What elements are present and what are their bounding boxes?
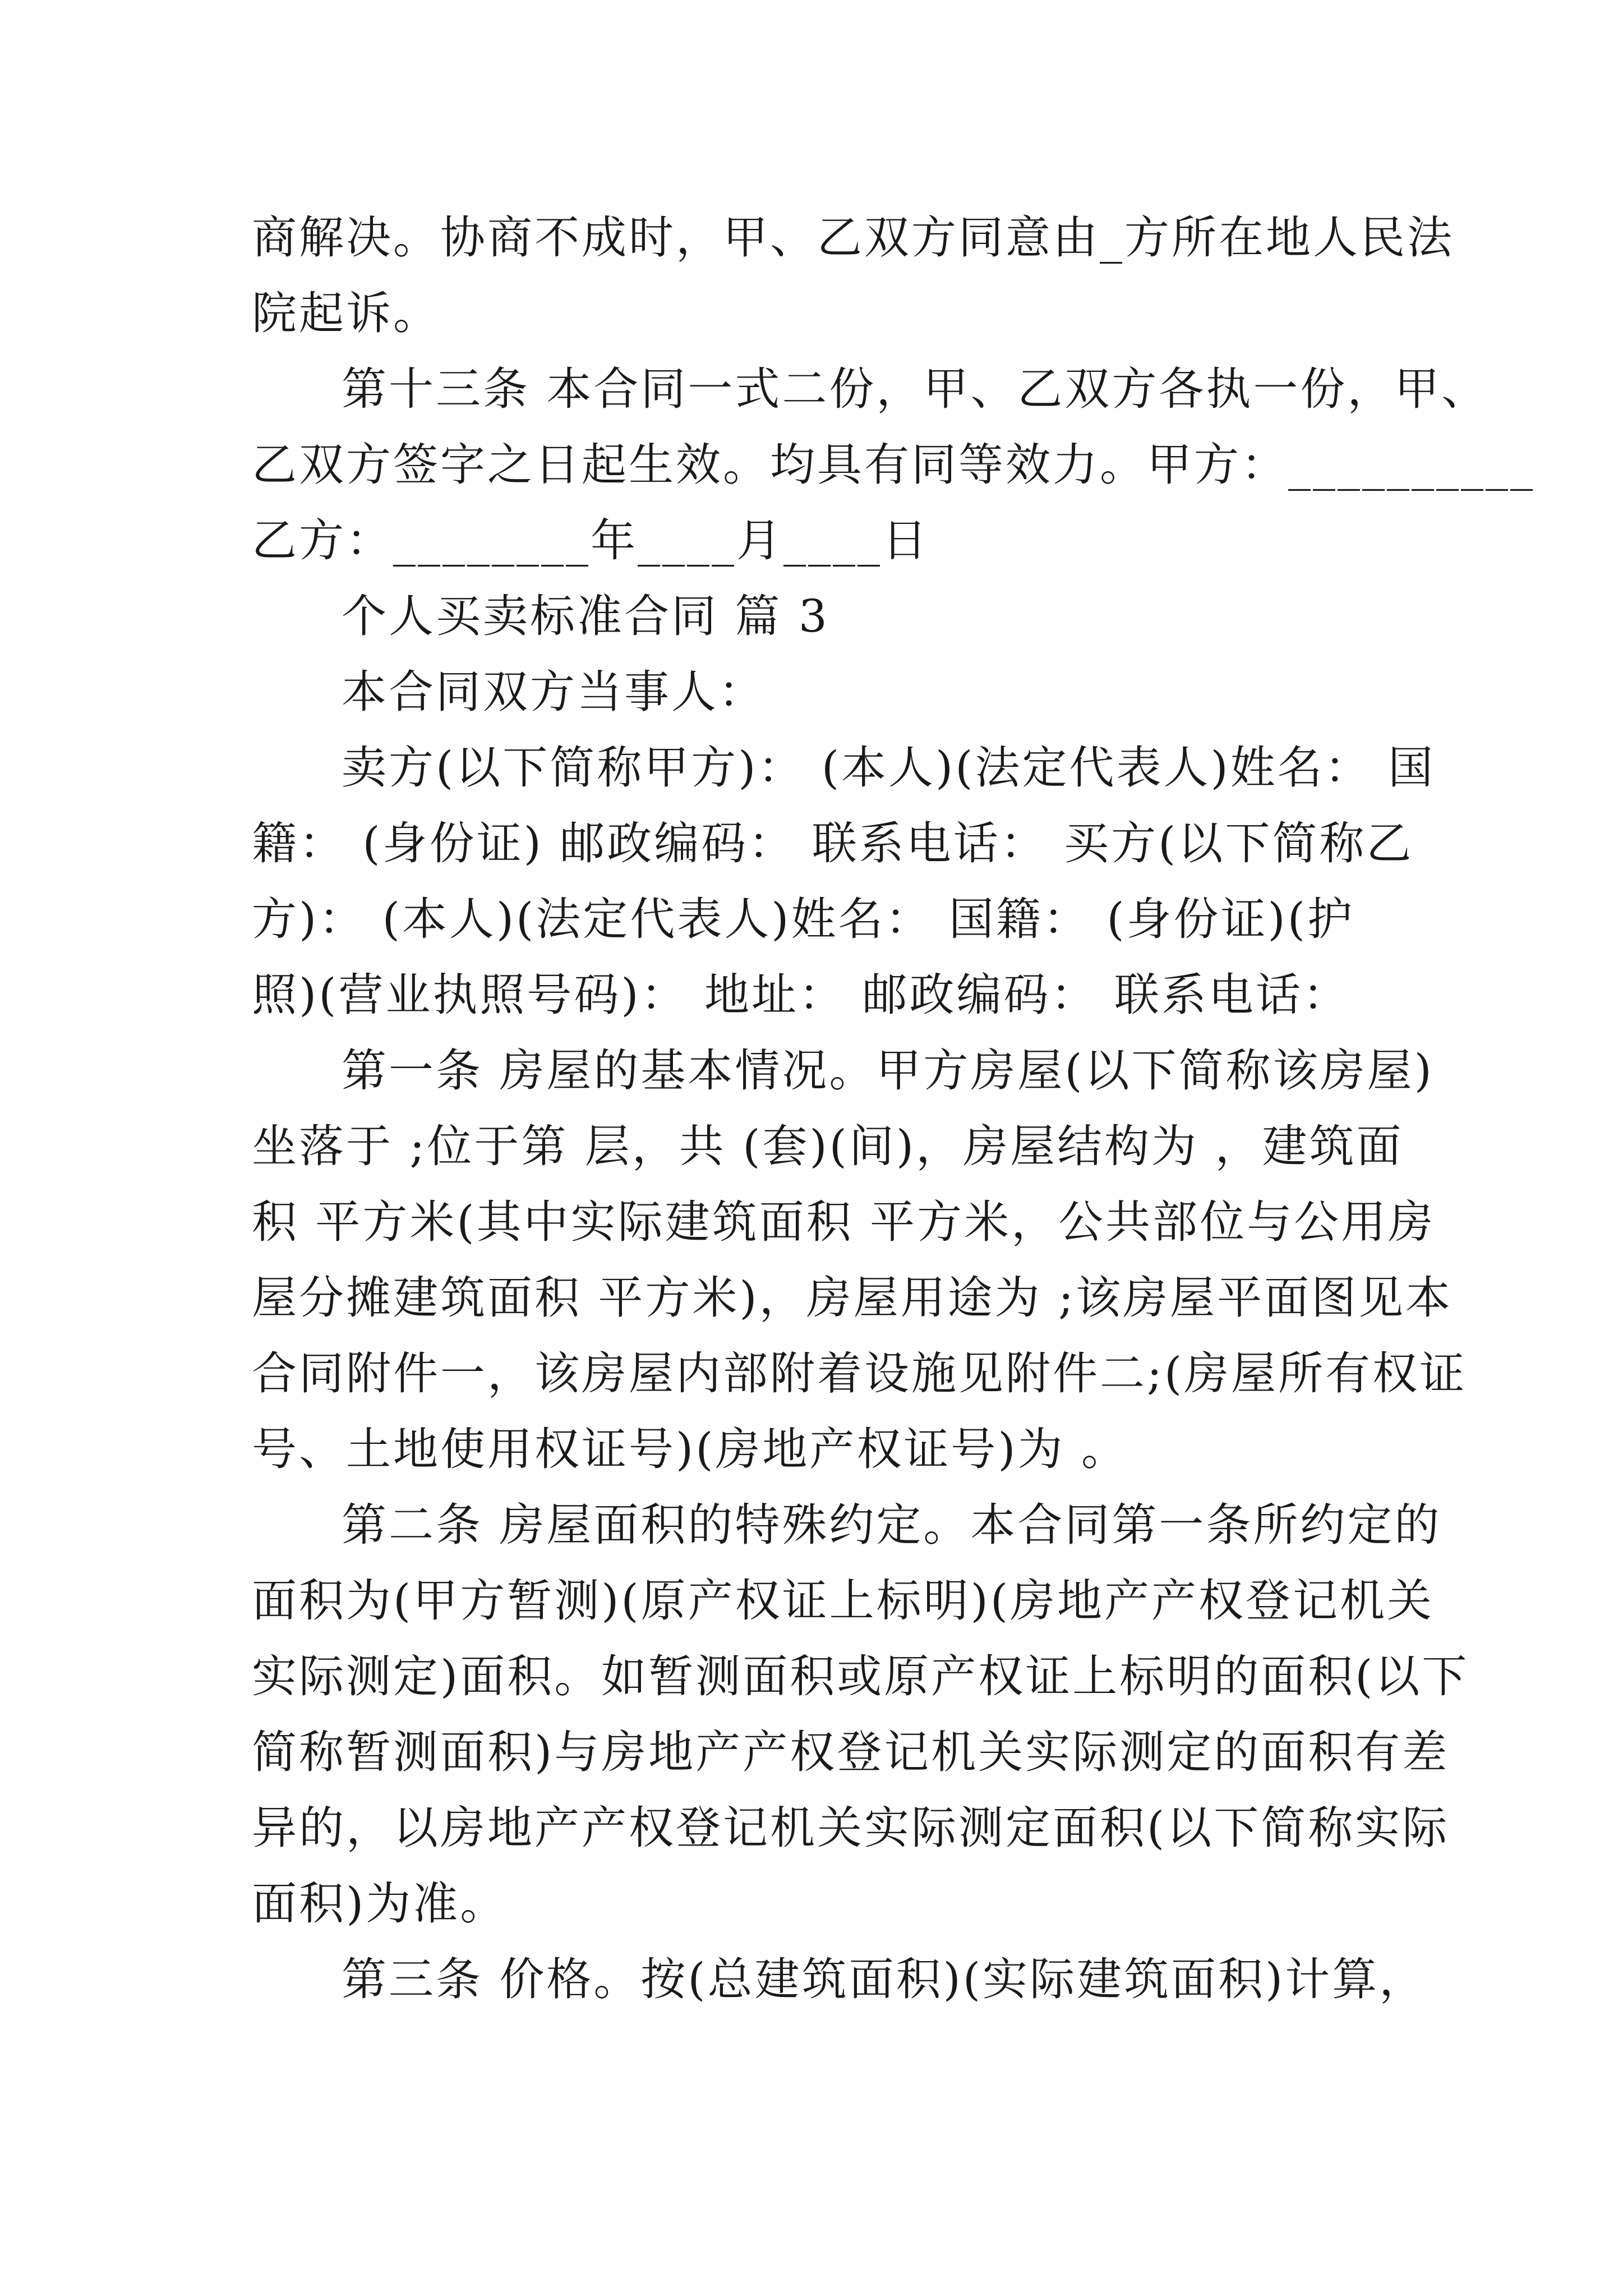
signature-date-line: 乙方：________年____月____日 — [252, 514, 929, 567]
seller-info-line: 卖方(以下简称甲方)： (本人)(法定代表人)姓名： 国 — [342, 742, 1436, 794]
text-line: 院起诉。 — [252, 287, 440, 339]
text-line: 照)(营业执照号码)： 地址： 邮政编码： 联系电话： — [252, 969, 1350, 1021]
text-line: 异的，以房地产产权登记机关实际测定面积(以下简称实际 — [252, 1802, 1450, 1854]
article-13-heading-line: 第十三条 本合同一式二份，甲、乙双方各执一份，甲、 — [342, 363, 1489, 415]
text-line: 面积)为准。 — [252, 1878, 508, 1930]
text-line: 面积为(甲方暂测)(原产权证上标明)(房地产产权登记机关 — [252, 1575, 1435, 1627]
text-line: 坐落于 ;位于第 层，共 (套)(间)，房屋结构为 ，建筑面 — [252, 1120, 1404, 1172]
parties-intro-line: 本合同双方当事人： — [342, 666, 766, 718]
article-2-heading-line: 第二条 房屋面积的特殊约定。本合同第一条所约定的 — [342, 1499, 1442, 1551]
text-line: 号、土地使用权证号)(房地产权证号)为 。 — [252, 1423, 1129, 1475]
text-line: 乙双方签字之日起生效。均具有同等效力。甲方：__________ — [252, 439, 1535, 491]
text-line: 合同附件一，该房屋内部附着设施见附件二;(房屋所有权证 — [252, 1347, 1467, 1400]
article-3-heading-line: 第三条 价格。按(总建筑面积)(实际建筑面积)计算， — [342, 1953, 1427, 2005]
contract-body-text — [252, 200, 1535, 2017]
text-line: 简称暂测面积)与房地产产权登记机关实际测定的面积有差 — [252, 1726, 1450, 1778]
article-1-heading-line: 第一条 房屋的基本情况。甲方房屋(以下简称该房屋) — [342, 1045, 1434, 1097]
text-line: 积 平方米(其中实际建筑面积 平方米，公共部位与公用房 — [252, 1196, 1436, 1248]
text-line: 实际测定)面积。如暂测面积或原产权证上标明的面积(以下 — [252, 1650, 1469, 1703]
text-line: 方)： (本人)(法定代表人)姓名： 国籍： (身份证)(护 — [252, 893, 1354, 945]
text-line: 屋分摊建筑面积 平方米)，房屋用途为 ;该房屋平面图见本 — [252, 1272, 1453, 1324]
text-line: 籍： (身份证) 邮政编码： 联系电话： 买方(以下简称乙 — [252, 817, 1414, 869]
section-title: 个人买卖标准合同 篇 3 — [342, 590, 829, 642]
text-line: 商解决。协商不成时，甲、乙双方同意由_方所在地人民法 — [252, 211, 1454, 264]
